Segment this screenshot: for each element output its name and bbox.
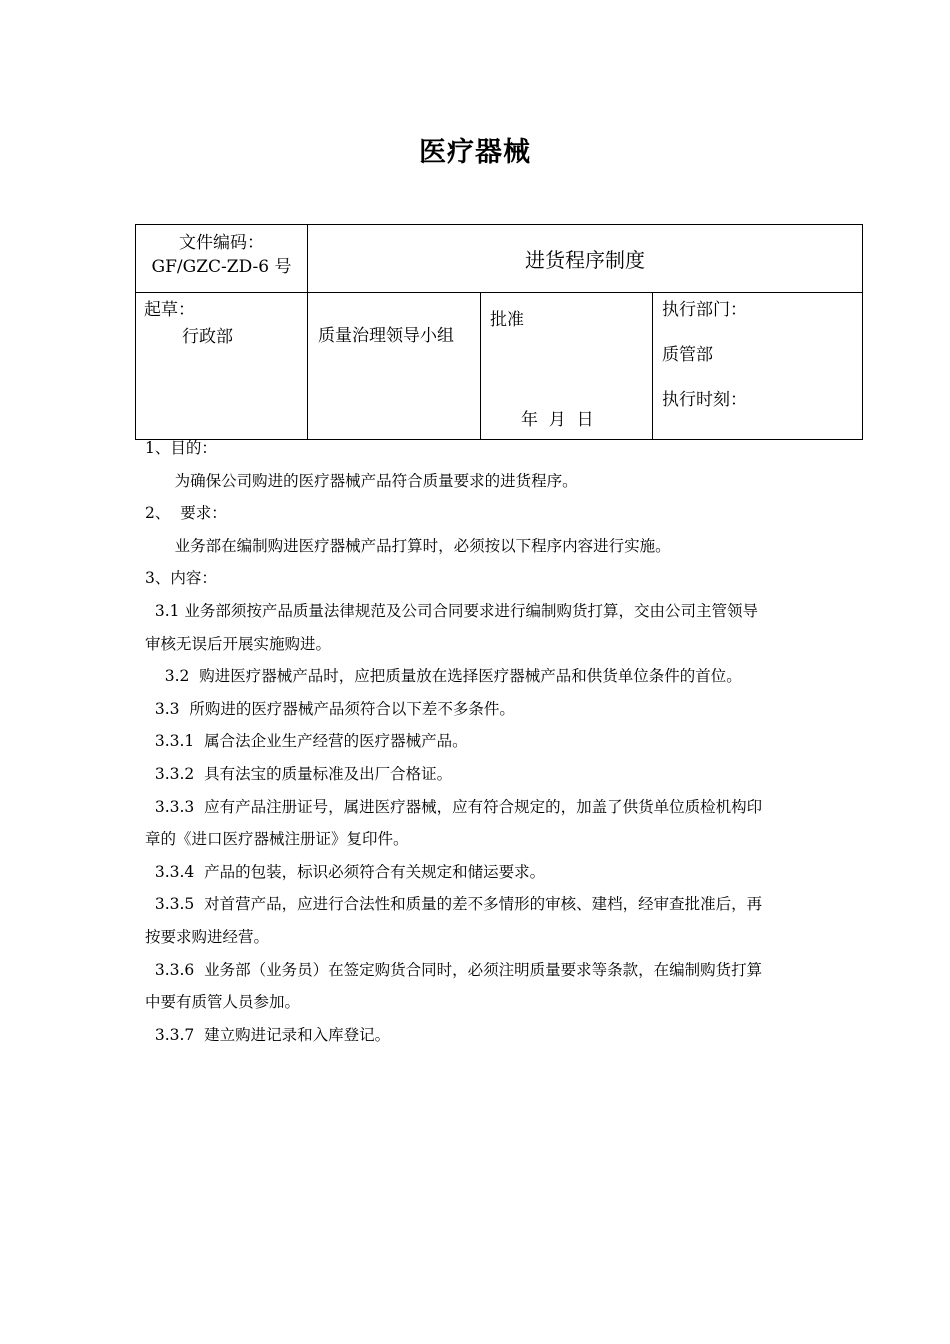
page-title: 医疗器械 (419, 137, 531, 168)
approve-cell (481, 293, 653, 440)
exec-dept-value: 质管部 (662, 345, 713, 365)
body-line: 3.2 购进医疗器械产品时，应把质量放在选择医疗器械产品和供货单位条件的首位。 (145, 667, 742, 686)
body-line: 3.3.1 属合法企业生产经营的医疗器械产品。 (145, 732, 468, 751)
body-line: 3.3 所购进的医疗器械产品须符合以下差不多条件。 (145, 699, 515, 718)
body-line: 为确保公司购进的医疗器械产品符合质量要求的进货程序。 (145, 471, 578, 490)
draft-label: 起草： (144, 300, 195, 320)
approve-date: 年 月 日 (521, 410, 594, 430)
exec-cell (653, 293, 863, 440)
draft-dept: 行政部 (182, 327, 233, 347)
document-body (145, 432, 810, 1051)
document-name: 进货程序制度 (308, 225, 863, 293)
body-line: 3.3.6 业务部（业务员）在签定购货合同时，必须注明质量要求等条款，在编制购货打算 (145, 960, 763, 979)
body-line: 章的《进口医疗器械注册证》复印件。 (145, 830, 409, 849)
body-line: 3.3.2 具有法宝的质量标准及出厂合格证。 (145, 764, 453, 783)
draft-cell (136, 293, 308, 440)
body-line: 2、 要求： (145, 504, 227, 523)
exec-dept-label: 执行部门： (662, 300, 747, 320)
body-line: 1、目的： (145, 439, 217, 457)
body-line: 3、内容： (145, 569, 217, 588)
approval-group: 质量治理领导小组 (318, 326, 454, 346)
body-line: 3.3.7 建立购进记录和入库登记。 (145, 1025, 391, 1044)
body-line: 3.3.3 应有产品注册证号，属进医疗器械，应有符合规定的，加盖了供货单位质检机构印 (145, 797, 763, 816)
body-line: 中要有质管人员参加。 (145, 993, 301, 1012)
file-code-label: 文件编码： (179, 233, 264, 253)
document-header-table (135, 224, 863, 440)
approve-label: 批准 (490, 310, 524, 330)
body-line: 按要求购进经营。 (145, 927, 270, 946)
body-line: 业务部在编制购进医疗器械产品打算时，必须按以下程序内容进行实施。 (145, 536, 671, 555)
body-line: 3.1 业务部须按产品质量法律规范及公司合同要求进行编制购货打算，交由公司主管领导 (145, 601, 758, 620)
exec-time-label: 执行时刻： (662, 390, 747, 410)
approval-group-cell (308, 293, 481, 440)
body-line: 3.3.4 产品的包装，标识必须符合有关规定和储运要求。 (145, 862, 546, 881)
body-line: 3.3.5 对首营产品，应进行合法性和质量的差不多情形的审核、建档，经审查批准后，再 (145, 895, 763, 914)
body-line: 审核无误后开展实施购进。 (145, 634, 332, 653)
file-code-value: GF/GZC-ZD-6 号 (151, 257, 292, 277)
file-code-cell (136, 225, 308, 293)
